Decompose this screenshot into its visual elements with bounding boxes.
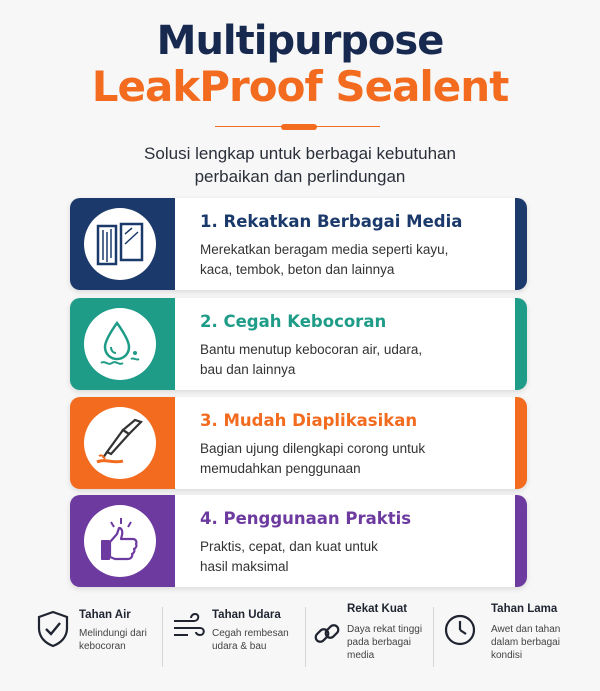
feature-2-title: Tahan Udara xyxy=(212,609,281,621)
wind-icon xyxy=(172,609,206,645)
card-2-right-edge xyxy=(515,298,527,390)
card-3-right-edge xyxy=(515,397,527,489)
card-4-right-edge xyxy=(515,495,527,587)
feature-strip xyxy=(25,603,585,673)
feature-2-desc-line-2: udara & bau xyxy=(212,641,267,652)
card-2-title: 2. Cegah Kebocoran xyxy=(200,312,387,331)
card-4-description xyxy=(200,537,500,577)
card-1-body xyxy=(175,198,515,290)
card-1-desc-line-2: kaca, tembok, beton dan lainnya xyxy=(200,262,395,277)
shield-check-icon xyxy=(35,609,71,649)
subtitle-line-2: perbaikan dan perlindungan xyxy=(194,167,406,186)
card-2-description xyxy=(200,340,500,380)
feature-1-description xyxy=(79,627,147,653)
nozzle-applicator-icon xyxy=(84,407,156,479)
card-4-body xyxy=(175,495,515,587)
feature-separator xyxy=(433,607,434,667)
card-3-title: 3. Mudah Diaplikasikan xyxy=(200,411,418,430)
title-divider-pill xyxy=(281,124,317,130)
feature-rekat-kuat xyxy=(313,603,443,673)
title-line-2: LeakProof Sealent xyxy=(91,62,509,111)
feature-3-description xyxy=(347,623,422,662)
card-2-desc-line-1: Bantu menutup kebocoran air, udara, xyxy=(200,342,423,357)
feature-4-description xyxy=(491,623,560,662)
feature-card-1 xyxy=(70,198,527,290)
feature-3-title: Rekat Kuat xyxy=(347,603,408,615)
feature-3-desc-line-3: media xyxy=(347,650,375,661)
feature-card-2 xyxy=(70,298,527,390)
feature-tahan-air xyxy=(35,603,160,673)
feature-4-desc-line-3: kondisi xyxy=(491,650,523,661)
feature-1-desc-line-2: kebocoran xyxy=(79,641,126,652)
subtitle-line-1: Solusi lengkap untuk berbagai kebutuhan xyxy=(144,144,456,163)
feature-separator xyxy=(162,607,163,667)
feature-4-desc-line-2: dalam berbagai xyxy=(491,637,560,648)
thumbs-up-icon xyxy=(84,505,156,577)
feature-3-desc-line-1: Daya rekat tinggi xyxy=(347,624,423,635)
water-drop-icon xyxy=(84,308,156,380)
feature-4-desc-line-1: Awet dan tahan xyxy=(491,624,561,635)
wood-glass-panel-icon xyxy=(84,208,156,280)
feature-card-3 xyxy=(70,397,527,489)
card-3-description xyxy=(200,439,500,479)
feature-2-description xyxy=(212,627,289,653)
card-1-desc-line-1: Merekatkan beragam media seperti kayu, xyxy=(200,242,449,257)
card-3-desc-line-1: Bagian ujung dilengkapi corong untuk xyxy=(200,441,426,456)
card-3-body xyxy=(175,397,515,489)
feature-tahan-lama xyxy=(443,603,583,673)
feature-2-desc-line-1: Cegah rembesan xyxy=(212,628,289,639)
card-4-title: 4. Penggunaan Praktis xyxy=(200,509,412,528)
card-1-color-panel xyxy=(70,198,175,290)
card-1-right-edge xyxy=(515,198,527,290)
card-2-body xyxy=(175,298,515,390)
card-4-desc-line-1: Praktis, cepat, dan kuat untuk xyxy=(200,539,378,554)
card-1-title: 1. Rekatkan Berbagai Media xyxy=(200,212,463,231)
card-3-color-panel xyxy=(70,397,175,489)
title-line-1: Multipurpose xyxy=(156,18,444,64)
feature-3-desc-line-2: pada berbagai xyxy=(347,637,411,648)
card-4-color-panel xyxy=(70,495,175,587)
feature-separator xyxy=(305,607,306,667)
subtitle xyxy=(0,142,600,188)
card-1-description xyxy=(200,240,500,280)
card-4-desc-line-2: hasil maksimal xyxy=(200,559,289,574)
card-2-desc-line-2: bau dan lainnya xyxy=(200,362,296,377)
feature-card-4 xyxy=(70,495,527,587)
link-chain-icon xyxy=(313,617,343,651)
feature-4-title: Tahan Lama xyxy=(491,603,558,615)
clock-icon xyxy=(443,613,477,647)
feature-1-desc-line-1: Melindungi dari xyxy=(79,628,147,639)
feature-1-title: Tahan Air xyxy=(79,609,131,621)
card-2-color-panel xyxy=(70,298,175,390)
feature-tahan-udara xyxy=(172,603,302,673)
card-3-desc-line-2: memudahkan penggunaan xyxy=(200,461,361,476)
